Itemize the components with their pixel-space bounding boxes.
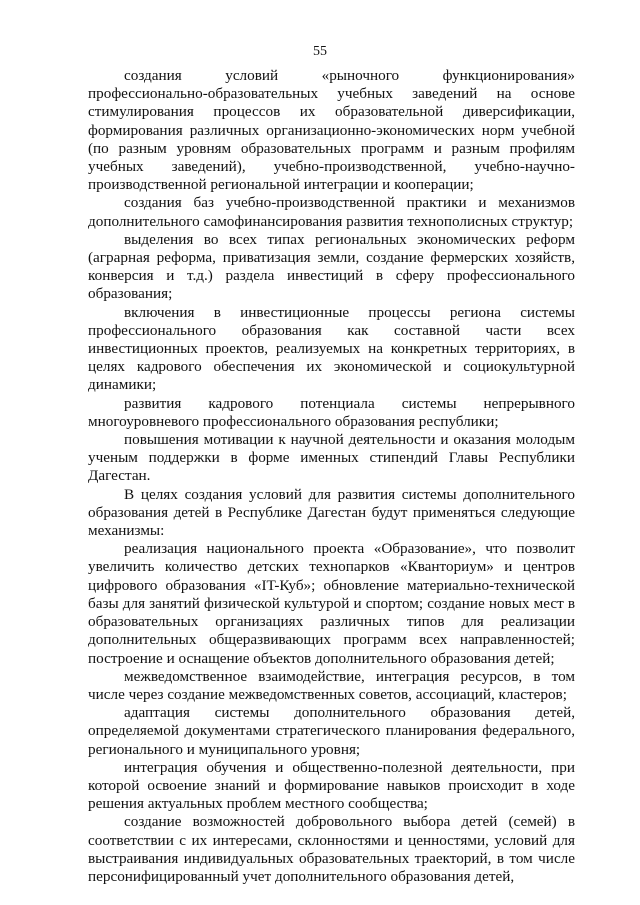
paragraph: адаптация системы дополнительного образования детей, определяемой документами стратегического планирования федерального, регионального и муниципального уровня; (88, 704, 575, 758)
paragraph: реализация национального проекта «Образование», что позволит увеличить количество детских технопарков «Кванториум» и центров цифрового образования «IT-Куб»; обновление материально-технической базы для занятий физической культурой и спортом; создание новых мест в образовательных организациях различных типов для реализации дополнительных общеразвивающих программ всех направленностей; построение и оснащение объектов дополнительного образования детей; (88, 540, 575, 667)
paragraph: развития кадрового потенциала системы непрерывного многоуровневого профессионального образования республики; (88, 394, 575, 430)
paragraph: межведомственное взаимодействие, интеграция ресурсов, в том числе через создание межведомственных советов, ассоциаций, кластеров; (88, 667, 575, 703)
paragraph: повышения мотивации к научной деятельности и оказания молодым ученым поддержки в форме именных стипендий Главы Республики Дагестан. (88, 431, 575, 485)
paragraph: выделения во всех типах региональных экономических реформ (аграрная реформа, приватизация земли, создание фермерских хозяйств, конверсия и т.д.) раздела инвестиций в сферу профессионального образования; (88, 230, 575, 303)
paragraph: В целях создания условий для развития системы дополнительного образования детей в Республике Дагестан будут применяться следующие механизмы: (88, 485, 575, 540)
paragraph: создания баз учебно-производственной практики и механизмов дополнительного самофинансирования развития технополисных структур; (88, 194, 575, 230)
paragraph: создания условий «рыночного функционирования» профессионально-образовательных учебных заведений на основе стимулирования процессов их образовательной диверсификации, формирования различных организационно-экономических норм учебной (по разным уровням образовательных программ и разным профилям учебных заведений), учебно-производственной, учебно-научно-производственной региональной интеграции и кооперации; (88, 67, 575, 194)
document-body (88, 67, 575, 886)
paragraph: создание возможностей добровольного выбора детей (семей) в соответствии с их интересами, склонностями и ценностями, условий для выстраивания индивидуальных образовательных траекторий, в том числе персонифицированный учет дополнительного образования детей, (88, 813, 575, 885)
paragraph: интеграция обучения и общественно-полезной деятельности, при которой освоение знаний и формирование навыков происходит в ходе решения актуальных проблем местного сообщества; (88, 758, 575, 813)
page-number: 55 (313, 44, 327, 59)
paragraph: включения в инвестиционные процессы региона системы профессионального образования как составной части всех инвестиционных проектов, реализуемых на конкретных территориях, в целях кадрового обеспечения их экономической и социокультурной динамики; (88, 303, 575, 394)
